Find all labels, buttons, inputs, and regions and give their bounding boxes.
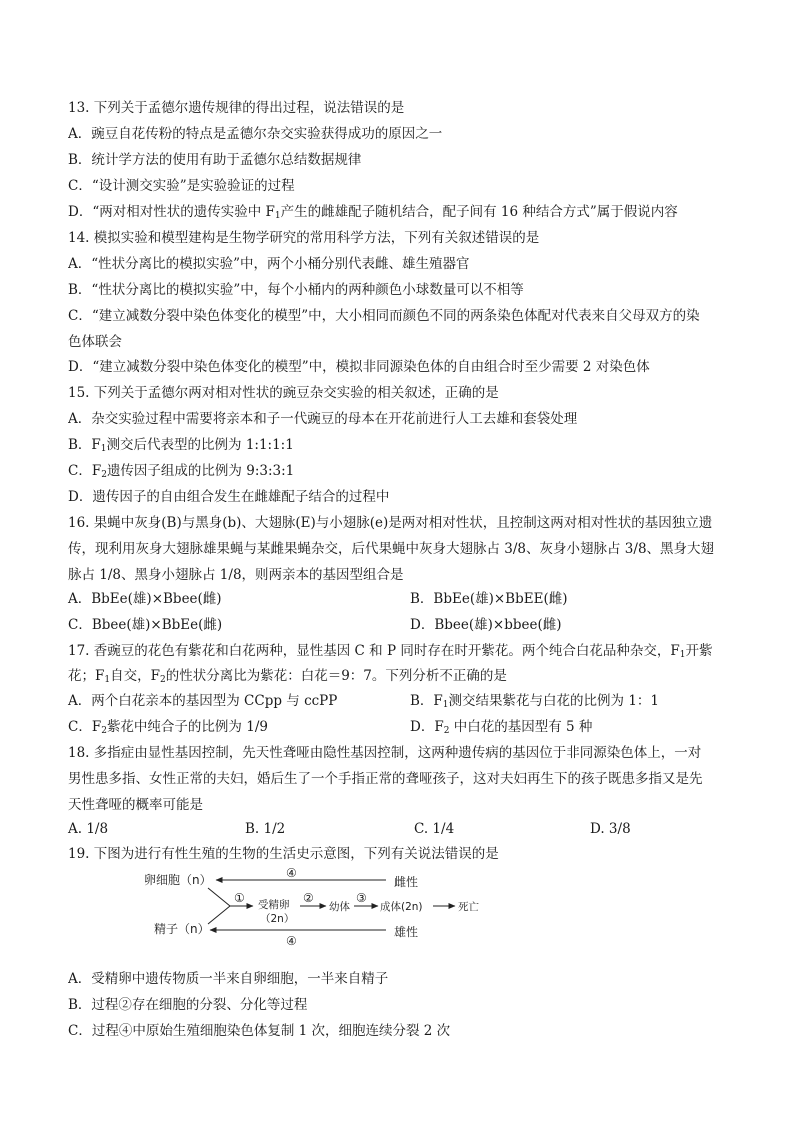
q18-stem-line2: 男性患多指、女性正常的夫妇，婚后生了一个手指正常的聋哑孩子，这对夫妇再生下的孩子既患多指又是先 bbox=[68, 771, 703, 787]
q14-option-a: A．“性状分离比的模拟实验”中，两个小桶分别代表雌、雄生殖器官 bbox=[68, 256, 470, 272]
q17-b-post: 测交结果紫花与白花的比例为 1：1 bbox=[448, 693, 660, 709]
diagram-zygote-ploidy: （2n） bbox=[260, 913, 295, 925]
diagram-step4-bottom: ④ bbox=[286, 934, 297, 948]
q15-b-post: 测交后代表型的比例为 1:1:1:1 bbox=[106, 437, 294, 453]
q16-stem-line1: 16. 果蝇中灰身(B)与黑身(b)、大翅脉(E)与小翅脉(e)是两对相对性状，且控制这两对相对性状的基因独立遗 bbox=[68, 515, 713, 531]
q17-s1-pre: 17. 香豌豆的花色有紫花和白花两种，显性基因 C 和 P 同时存在时开紫花。两个纯合白花品种杂交，F bbox=[68, 643, 680, 659]
q13-option-b: B．统计学方法的使用有助于孟德尔总结数据规律 bbox=[68, 152, 362, 168]
diagram-step3: ③ bbox=[356, 891, 367, 905]
q15-b-pre: B．F bbox=[68, 437, 101, 453]
q18-stem-line1: 18. 多指症由显性基因控制，先天性聋哑由隐性基因控制，这两种遗传病的基因位于非同源染色体上，一对 bbox=[68, 745, 702, 761]
diagram-step4-top: ④ bbox=[286, 866, 297, 880]
q15-c-sub: 2 bbox=[101, 470, 107, 480]
q17-b-sub: 1 bbox=[442, 700, 449, 710]
q13-d-post: 产生的雌雄配子随机结合，配子间有 16 种结合方式”属于假说内容 bbox=[280, 204, 678, 220]
q17-b-pre: B．F bbox=[410, 693, 443, 709]
q17-d-pre: D．F bbox=[410, 719, 444, 735]
diagram-female: 雌性 bbox=[394, 875, 419, 889]
q17-option-c bbox=[68, 718, 268, 736]
q19-option-b: B．过程②存在细胞的分裂、分化等过程 bbox=[68, 997, 308, 1013]
q16-option-b: B．BbEe(雄)×BbEE(雌) bbox=[410, 591, 568, 607]
q13-option-a: A．豌豆自花传粉的特点是孟德尔杂交实验获得成功的原因之一 bbox=[68, 126, 443, 142]
q18-option-c: C. 1/4 bbox=[414, 821, 455, 837]
q17-option-b bbox=[410, 692, 659, 710]
q15-option-b bbox=[68, 436, 734, 454]
q18-option-a: A. 1/8 bbox=[68, 821, 109, 837]
q15-c-pre: C．F bbox=[68, 463, 102, 479]
q17-stem-line2 bbox=[68, 667, 734, 685]
q16-option-c: C．Bbee(雄)×BbEe(雌) bbox=[68, 617, 223, 633]
q14-option-c-line1: C．“建立减数分裂中染色体变化的模型”中，大小相同而颜色不同的两条染色体配对代表来自父母双方的染 bbox=[68, 308, 700, 324]
q16-option-a: A．BbEe(雄)×Bbee(雌) bbox=[68, 591, 222, 607]
q17-d-sub: 2 bbox=[443, 726, 450, 736]
q17-option-a: A．两个白花亲本的基因型为 CCpp 与 ccPP bbox=[68, 693, 338, 709]
diagram-sperm: 精子（n） bbox=[154, 922, 210, 936]
q16-option-d: D．Bbee(雄)×bbee(雌) bbox=[410, 617, 562, 633]
diagram-step1: ① bbox=[234, 891, 245, 905]
q17-c-pre: C．F bbox=[68, 719, 102, 735]
arrow-egg-to-zygote bbox=[208, 888, 230, 906]
q17-option-d bbox=[410, 718, 592, 736]
diagram-step2: ② bbox=[303, 891, 314, 905]
q18-option-d: D. 3/8 bbox=[590, 821, 631, 837]
diagram-adult: 成体(2n) bbox=[380, 901, 423, 913]
diagram-male: 雄性 bbox=[394, 925, 419, 939]
q15-option-d: D．遗传因子的自由组合发生在雌雄配子结合的过程中 bbox=[68, 489, 390, 505]
q19-stem: 19. 下图为进行有性生殖的生物的生活史示意图，下列有关说法错误的是 bbox=[68, 846, 499, 862]
q17-s2-sub1: 1 bbox=[104, 675, 111, 685]
diagram-death: 死亡 bbox=[458, 901, 479, 913]
q17-c-sub: 2 bbox=[101, 726, 107, 736]
q17-d-post: 中白花的基因型有 5 种 bbox=[449, 719, 593, 735]
q13-d-pre: D．“两对相对性状的遗传实验中 F bbox=[68, 204, 275, 220]
q16-stem-line2: 传，现利用灰身大翅脉雄果蝇与某雌果蝇杂交，后代果蝇中灰身大翅脉占 3/8、灰身小翅脉占 3/8、黑身大翅 bbox=[68, 541, 715, 557]
diagram-zygote: 受精卵 bbox=[258, 899, 290, 911]
q17-s2-sub2: 2 bbox=[159, 675, 166, 685]
q15-stem: 15. 下列关于孟德尔两对相对性状的豌豆杂交实验的相关叙述，正确的是 bbox=[68, 385, 499, 401]
q19-option-a: A．受精卵中遗传物质一半来自卵细胞，一半来自精子 bbox=[68, 971, 389, 987]
q13-option-c: C．“设计测交实验”是实验验证的过程 bbox=[68, 178, 295, 194]
q14-option-d: D．“建立减数分裂中染色体变化的模型”中，模拟非同源染色体的自由组合时至少需要 2 对染色体 bbox=[68, 359, 650, 375]
q14-option-c-line2: 色体联会 bbox=[68, 334, 122, 350]
q17-s1-sub: 1 bbox=[679, 650, 686, 660]
q14-stem: 14. 模拟实验和模型建构是生物学研究的常用科学方法，下列有关叙述错误的是 bbox=[68, 230, 540, 246]
q18-stem-line3: 天性聋哑的概率可能是 bbox=[68, 797, 203, 813]
q17-s1-post: 开紫 bbox=[685, 643, 713, 659]
q17-stem-line1 bbox=[68, 642, 734, 660]
q18-option-b: B. 1/2 bbox=[245, 821, 286, 837]
diagram-egg: 卵细胞（n） bbox=[144, 873, 212, 887]
q13-option-d bbox=[68, 203, 734, 221]
q13-d-sub: 1 bbox=[274, 211, 281, 221]
q15-option-a: A．杂交实验过程中需要将亲本和子一代豌豆的母本在开花前进行人工去雄和套袋处理 bbox=[68, 411, 578, 427]
q13-stem: 13. 下列关于孟德尔遗传规律的得出过程，说法错误的是 bbox=[68, 100, 405, 116]
q14-option-b: B．“性状分离比的模拟实验”中，每个小桶内的两种颜色小球数量可以不相等 bbox=[68, 282, 524, 298]
q17-s2-a: 花；F bbox=[68, 668, 105, 684]
arrow-sperm-to-zygote bbox=[208, 906, 230, 924]
diagram-juvenile: 幼体 bbox=[329, 901, 350, 913]
q15-option-c bbox=[68, 462, 734, 480]
q16-stem-line3: 脉占 1/8、黑身小翅脉占 1/8，则两亲本的基因型组合是 bbox=[68, 567, 404, 583]
q17-s2-c: 的性状分离比为紫花：白花＝9：7。下列分析不正确的是 bbox=[165, 668, 507, 684]
q19-option-c: C．过程④中原始生殖细胞染色体复制 1 次，细胞连续分裂 2 次 bbox=[68, 1023, 451, 1039]
q17-c-post: 紫花中纯合子的比例为 1/9 bbox=[106, 719, 268, 735]
q15-c-post: 遗传因子组成的比例为 9:3:3:1 bbox=[106, 463, 295, 479]
q17-s2-b: 自交，F bbox=[110, 668, 160, 684]
life-cycle-diagram bbox=[140, 866, 520, 948]
q15-b-sub: 1 bbox=[100, 444, 107, 454]
